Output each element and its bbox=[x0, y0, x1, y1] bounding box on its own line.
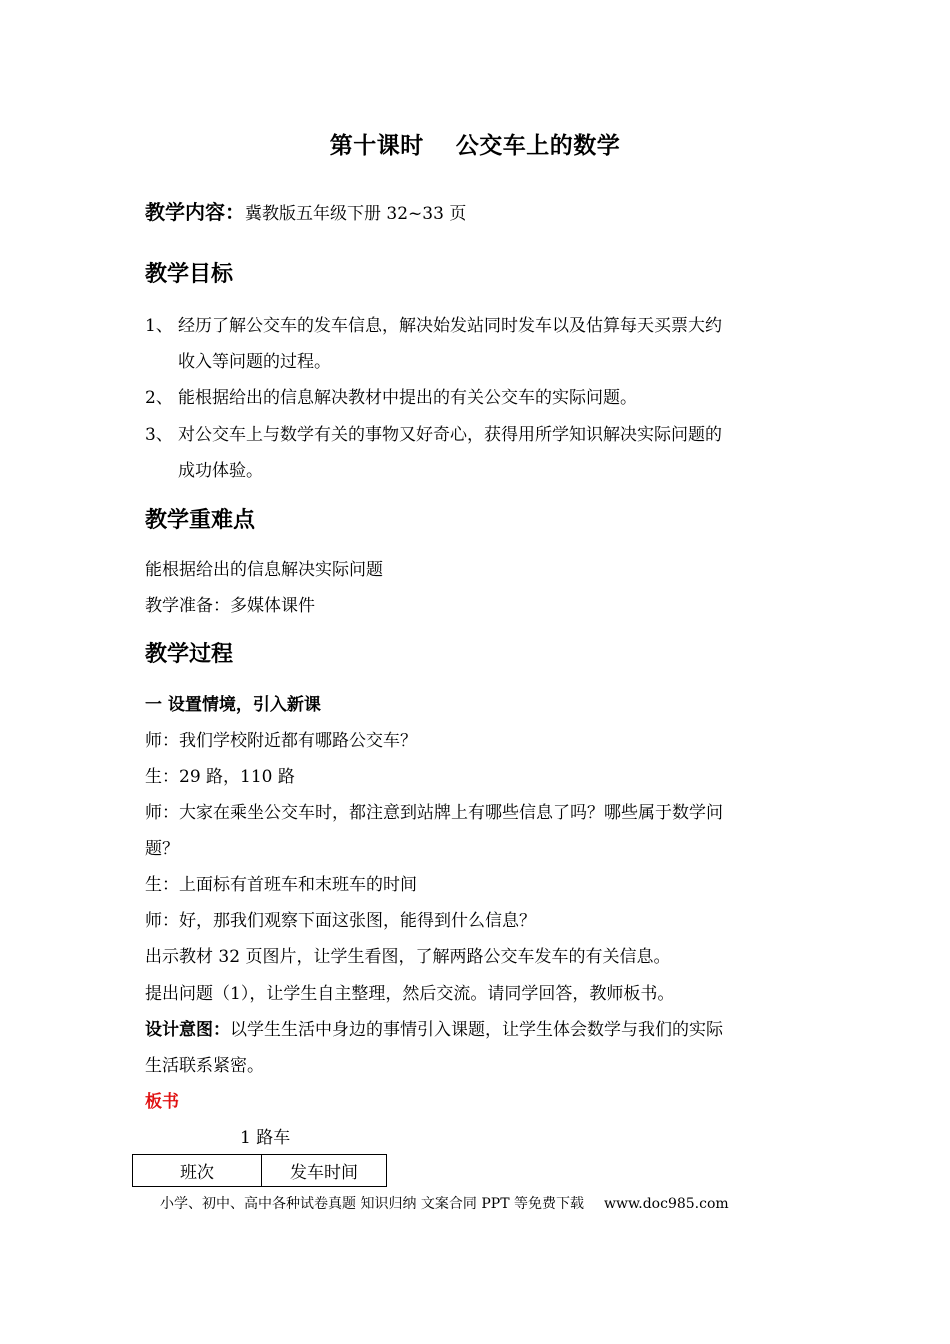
design-intent-text: 以学生生活中身边的事情引入课题，让学生体会数学与我们的实际 bbox=[230, 1020, 723, 1040]
board-label: 板书 bbox=[145, 1092, 179, 1112]
header-cell-departure-time: 发车时间 bbox=[262, 1155, 387, 1187]
preparation-text: 教学准备：多媒体课件 bbox=[145, 596, 315, 616]
design-intent-text-cont: 生活联系紧密。 bbox=[145, 1056, 264, 1076]
dialogue-line: 提出问题（1），让学生自主整理，然后交流。请同学回答，教师板书。 bbox=[145, 984, 675, 1004]
dialogue-line: 师：大家在乘坐公交车时，都注意到站牌上有哪些信息了吗？哪些属于数学问 bbox=[145, 803, 723, 823]
teaching-content-value: 冀教版五年级下册 32~33 页 bbox=[245, 204, 467, 224]
design-intent-line bbox=[145, 1015, 723, 1040]
goal-1-number: 1、 bbox=[145, 316, 173, 336]
key-points-text: 能根据给出的信息解决实际问题 bbox=[145, 560, 383, 580]
header-cell-shift: 班次 bbox=[133, 1155, 262, 1187]
dialogue-line: 生：29 路，110 路 bbox=[145, 767, 295, 787]
table-caption: 1 路车 bbox=[240, 1128, 291, 1148]
bus-schedule-table bbox=[132, 1154, 387, 1187]
goal-3-number: 3、 bbox=[145, 425, 173, 445]
dialogue-line: 生：上面标有首班车和末班车的时间 bbox=[145, 875, 417, 895]
footer-url: www.doc985.com bbox=[603, 1196, 729, 1212]
page-footer bbox=[160, 1193, 729, 1213]
goal-1-text: 经历了解公交车的发车信息，解决始发站同时发车以及估算每天买票大约 bbox=[178, 316, 722, 336]
goal-3-text-cont: 成功体验。 bbox=[178, 461, 263, 481]
footer-text: 小学、初中、高中各种试卷真题 知识归纳 文案合同 PPT 等免费下载 bbox=[160, 1196, 584, 1212]
goal-2-number: 2、 bbox=[145, 388, 173, 408]
dialogue-line: 题？ bbox=[145, 839, 179, 859]
key-points-heading: 教学重难点 bbox=[145, 508, 256, 533]
dialogue-line: 师：我们学校附近都有哪路公交车？ bbox=[145, 731, 417, 751]
dialogue-line: 师：好，那我们观察下面这张图，能得到什么信息？ bbox=[145, 911, 536, 931]
goal-1-text-cont: 收入等问题的过程。 bbox=[178, 352, 331, 372]
section-1-title: 一 设置情境，引入新课 bbox=[145, 695, 321, 715]
goal-2-text: 能根据给出的信息解决教材中提出的有关公交车的实际问题。 bbox=[178, 388, 637, 408]
process-heading: 教学过程 bbox=[145, 642, 234, 667]
teaching-content-line bbox=[145, 196, 466, 225]
goal-3-text: 对公交车上与数学有关的事物又好奇心，获得用所学知识解决实际问题的 bbox=[178, 425, 722, 445]
page-title: 第十课时 公交车上的数学 bbox=[329, 133, 621, 159]
dialogue-line: 出示教材 32 页图片，让学生看图，了解两路公交车发车的有关信息。 bbox=[145, 947, 671, 967]
design-intent-label: 设计意图： bbox=[145, 1020, 230, 1040]
teaching-content-label: 教学内容： bbox=[145, 200, 245, 224]
goals-heading: 教学目标 bbox=[145, 262, 234, 287]
table-header-row bbox=[133, 1155, 387, 1187]
